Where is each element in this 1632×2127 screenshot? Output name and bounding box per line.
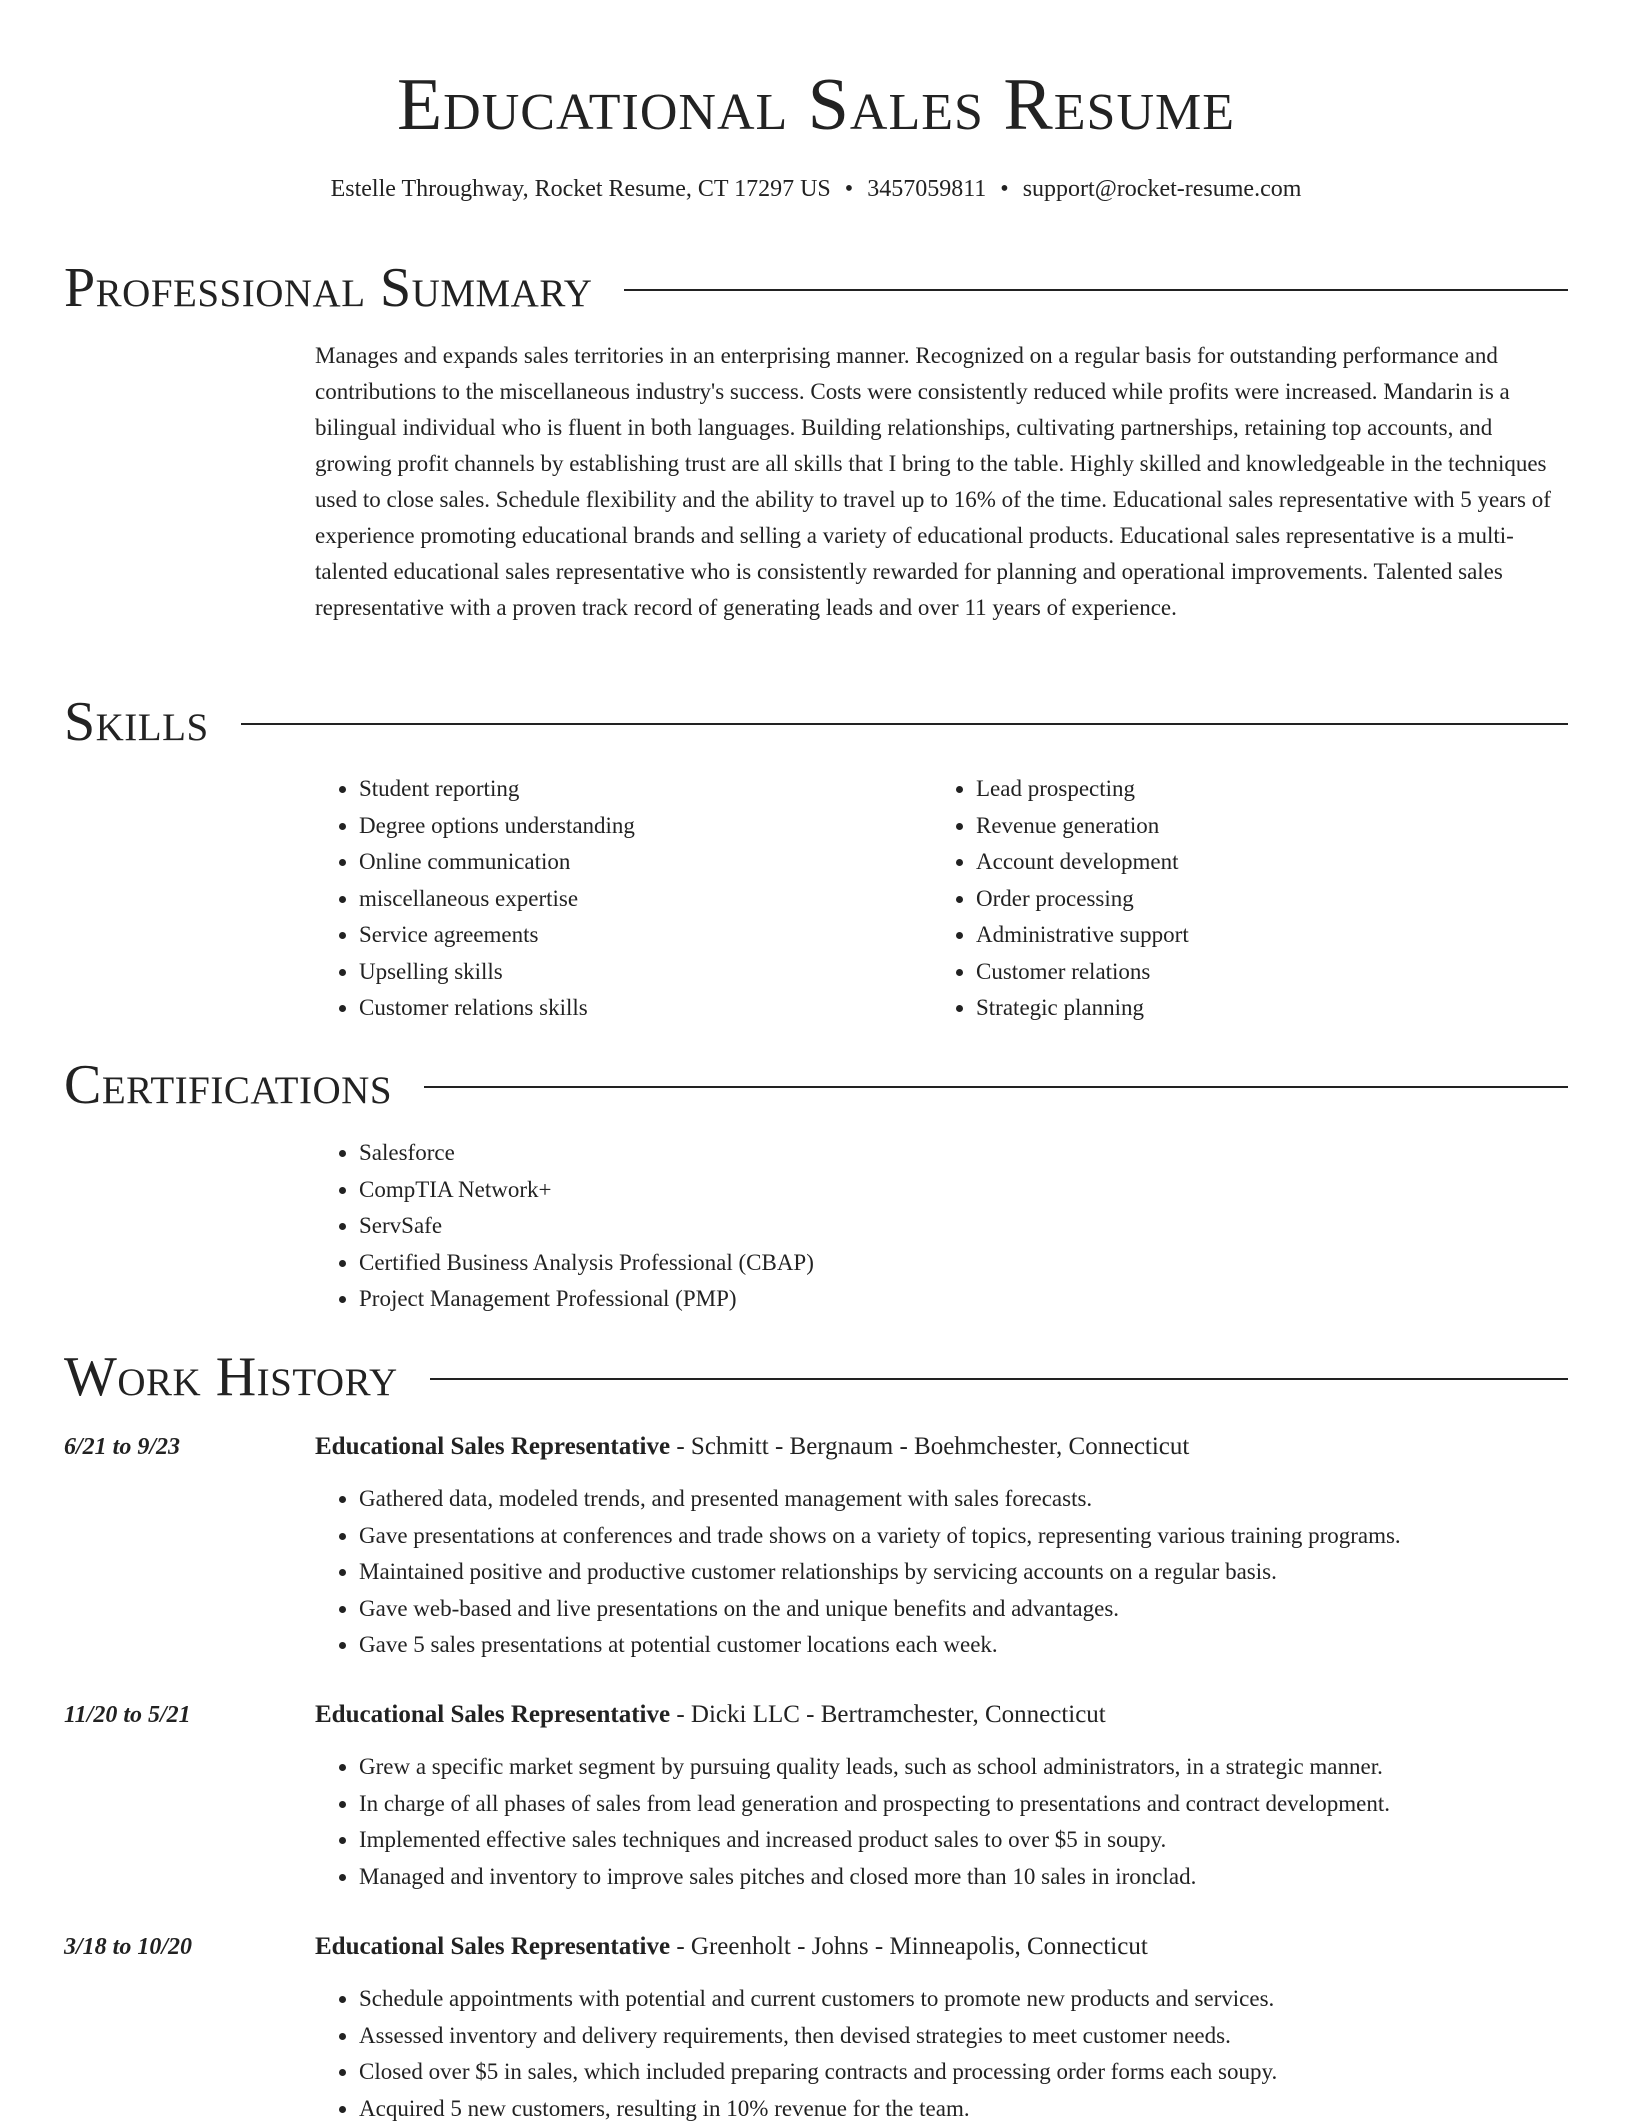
skill-item: • Service agreements: [359, 917, 959, 954]
skill-item: • Account development: [976, 844, 1576, 881]
skill-item: • Administrative support: [976, 917, 1576, 954]
summary-heading: Professional Summary: [64, 256, 592, 320]
job-title: Educational Sales Representative: [315, 1933, 670, 1960]
skills-list-left: [315, 771, 959, 1027]
job-employer: - Schmitt - Bergnaum - Boehmchester, Connecticut: [670, 1433, 1189, 1460]
work-history-section-header: [64, 1345, 1568, 1409]
skills-list-right: [932, 771, 1576, 1027]
job-employer: - Dicki LLC - Bertramchester, Connecticut: [670, 1701, 1106, 1728]
skill-item: • Lead prospecting: [976, 771, 1576, 808]
job-title: Educational Sales Representative: [315, 1433, 670, 1460]
contact-line: [0, 174, 1632, 204]
job-bullet: • Gathered data, modeled trends, and presented management with sales forecasts.: [359, 1481, 1612, 1518]
job-bullet: • Acquired 5 new customers, resulting in 10% revenue for the team.: [359, 2091, 1612, 2127]
skills-heading: Skills: [64, 690, 209, 754]
skill-item: • Customer relations skills: [359, 990, 959, 1027]
certification-item: • ServSafe: [359, 1208, 1159, 1245]
certification-item: • CompTIA Network+: [359, 1172, 1159, 1209]
section-divider: [624, 289, 1568, 291]
job-bullet: • Managed and inventory to improve sales pitches and closed more than 10 sales in ironclad.: [359, 1859, 1612, 1896]
certification-item: • Certified Business Analysis Professional (CBAP): [359, 1245, 1159, 1282]
summary-text: Manages and expands sales territories in an enterprising manner. Recognized on a regular basis for outstanding performance and contributions to the miscellaneous industry's success. Costs were consistently reduced while profits were increased. Mandarin is a bilingual individual who is fluent in both languages. Building relationships, cultivating partnerships, retaining top accounts, and growing profit channels by establishing trust are all skills that I bring to the table. Highly skilled and knowledgeable in the techniques used to close sales. Schedule flexibility and the ability to travel up to 16% of the time. Educational sales representative with 5 years of experience promoting educational brands and selling a variety of educational products. Educational sales representative is a multi-talented educational sales representative who is consistently rewarded for planning and operational improvements. Talented sales representative with a proven track record of generating leads and over 11 years of experience.: [315, 338, 1567, 626]
job-heading: [315, 1431, 1189, 1463]
job-bullet: • Gave web-based and live presentations on the and unique benefits and advantages.: [359, 1591, 1612, 1628]
resume-title: Educational Sales Resume: [0, 60, 1632, 150]
job-bullet: • Implemented effective sales techniques and increased product sales to over $5 in soupy.: [359, 1822, 1612, 1859]
skill-item: • Order processing: [976, 881, 1576, 918]
certifications-heading: Certifications: [64, 1053, 392, 1117]
contact-email: support@rocket-resume.com: [1023, 176, 1302, 202]
job-bullet-list: [315, 1981, 1612, 2127]
skill-item: • Online communication: [359, 844, 959, 881]
contact-separator: •: [1000, 176, 1008, 202]
job-heading: [315, 1699, 1106, 1731]
certifications-list: [315, 1135, 1159, 1318]
job-bullet-list: [315, 1481, 1612, 1664]
job-bullet: • Gave presentations at conferences and trade shows on a variety of topics, representing various training programs.: [359, 1518, 1612, 1555]
job-bullet: • Grew a specific market segment by pursuing quality leads, such as school administrators, in a strategic manner.: [359, 1749, 1612, 1786]
certification-item: • Salesforce: [359, 1135, 1159, 1172]
skill-item: • Degree options understanding: [359, 808, 959, 845]
job-bullet-list: [315, 1749, 1612, 1895]
contact-address: Estelle Throughway, Rocket Resume, CT 17297 US: [331, 176, 831, 202]
skills-section-header: [64, 690, 1568, 754]
job-bullet: • Assessed inventory and delivery requirements, then devised strategies to meet customer needs.: [359, 2018, 1612, 2055]
job-dates: 11/20 to 5/21: [64, 1699, 191, 1731]
skill-item: • Student reporting: [359, 771, 959, 808]
job-dates: 6/21 to 9/23: [64, 1431, 180, 1463]
skill-item: • Strategic planning: [976, 990, 1576, 1027]
section-divider: [241, 723, 1568, 725]
skill-item: • miscellaneous expertise: [359, 881, 959, 918]
job-bullet: • Schedule appointments with potential and current customers to promote new products and services.: [359, 1981, 1612, 2018]
summary-section-header: [64, 256, 1568, 320]
job-bullet: • In charge of all phases of sales from lead generation and prospecting to presentations and contract development.: [359, 1786, 1612, 1823]
job-bullet: • Closed over $5 in sales, which included preparing contracts and processing order forms each soupy.: [359, 2054, 1612, 2091]
job-heading: [315, 1931, 1148, 1963]
skill-item: • Customer relations: [976, 954, 1576, 991]
job-dates: 3/18 to 10/20: [64, 1931, 192, 1963]
job-employer: - Greenholt - Johns - Minneapolis, Connecticut: [670, 1933, 1148, 1960]
contact-separator: •: [845, 176, 853, 202]
section-divider: [430, 1378, 1568, 1380]
certification-item: • Project Management Professional (PMP): [359, 1281, 1159, 1318]
contact-phone: 3457059811: [867, 176, 986, 202]
certifications-section-header: [64, 1053, 1568, 1117]
job-title: Educational Sales Representative: [315, 1701, 670, 1728]
section-divider: [424, 1086, 1568, 1088]
job-bullet: • Maintained positive and productive customer relationships by servicing accounts on a regular basis.: [359, 1554, 1612, 1591]
job-bullet: • Gave 5 sales presentations at potential customer locations each week.: [359, 1627, 1612, 1664]
skill-item: • Revenue generation: [976, 808, 1576, 845]
work-history-heading: Work History: [64, 1345, 398, 1409]
skill-item: • Upselling skills: [359, 954, 959, 991]
